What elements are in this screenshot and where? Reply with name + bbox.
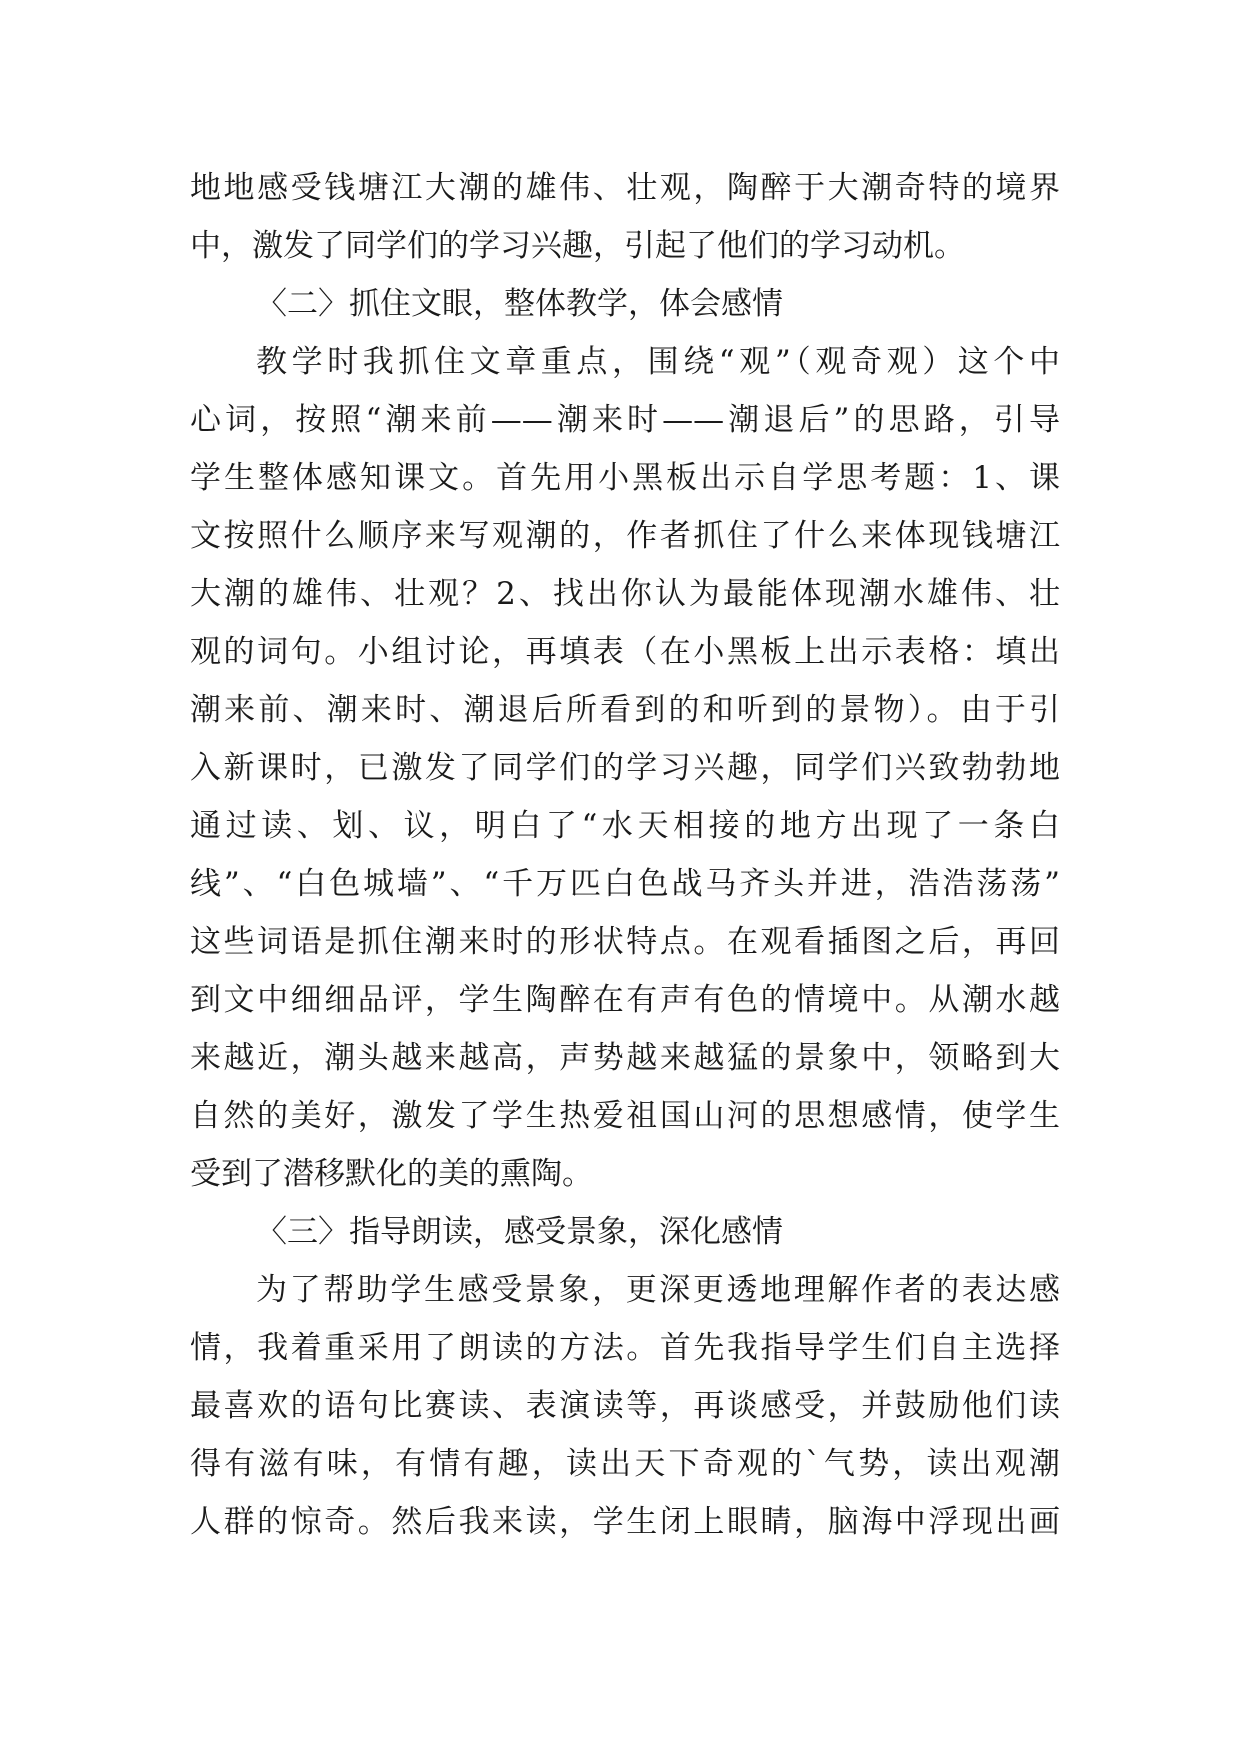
- body-text-line: 自然的美好，激发了学生热爱祖国山河的思想感情，使学生: [190, 1098, 1060, 1134]
- body-text-line: 大潮的雄伟、壮观？2、找出你认为最能体现潮水雄伟、壮: [190, 576, 1060, 612]
- body-text-line: 潮来前、潮来时、潮退后所看到的和听到的景物）。由于引: [190, 692, 1060, 728]
- body-text-line: 情，我着重采用了朗读的方法。首先我指导学生们自主选择: [190, 1330, 1060, 1366]
- body-text-line: 为了帮助学生感受景象，更深更透地理解作者的表达感: [256, 1272, 1060, 1308]
- body-text-line: 心词，按照“潮来前——潮来时——潮退后”的思路，引导: [190, 402, 1060, 438]
- body-text-line: 来越近，潮头越来越高，声势越来越猛的景象中，领略到大: [190, 1040, 1060, 1076]
- body-text-line: 这些词语是抓住潮来时的形状特点。在观看插图之后，再回: [190, 924, 1060, 960]
- body-text-line: 最喜欢的语句比赛读、表演读等，再谈感受，并鼓励他们读: [190, 1388, 1060, 1424]
- body-text-line: 人群的惊奇。然后我来读，学生闭上眼睛，脑海中浮现出画: [190, 1504, 1060, 1540]
- body-text-line: 观的词句。小组讨论，再填表（在小黑板上出示表格：填出: [190, 634, 1060, 670]
- body-text-line: 文按照什么顺序来写观潮的，作者抓住了什么来体现钱塘江: [190, 518, 1060, 554]
- section-heading-2: 〈二〉抓住文眼，整体教学，体会感情: [256, 286, 783, 322]
- body-text-line: 地地感受钱塘江大潮的雄伟、壮观，陶醉于大潮奇特的境界: [190, 170, 1060, 206]
- body-text-line: 到文中细细品评，学生陶醉在有声有色的情境中。从潮水越: [190, 982, 1060, 1018]
- body-text-line: 学生整体感知课文。首先用小黑板出示自学思考题：1、课: [190, 460, 1060, 496]
- body-text-line: 得有滋有味，有情有趣，读出天下奇观的`气势，读出观潮: [190, 1446, 1060, 1482]
- body-text-line: 中，激发了同学们的学习兴趣，引起了他们的学习动机。: [190, 228, 965, 264]
- body-text-line: 入新课时，已激发了同学们的学习兴趣，同学们兴致勃勃地: [190, 750, 1060, 786]
- body-text-line: 线”、“白色城墙”、“千万匹白色战马齐头并进，浩浩荡荡”: [190, 866, 1060, 902]
- body-text-line: 教学时我抓住文章重点，围绕“观”（观奇观）这个中: [256, 344, 1060, 380]
- body-text-line: 通过读、划、议，明白了“水天相接的地方出现了一条白: [190, 808, 1060, 844]
- body-text-line: 受到了潜移默化的美的熏陶。: [190, 1156, 593, 1192]
- section-heading-3: 〈三〉指导朗读，感受景象，深化感情: [256, 1214, 783, 1250]
